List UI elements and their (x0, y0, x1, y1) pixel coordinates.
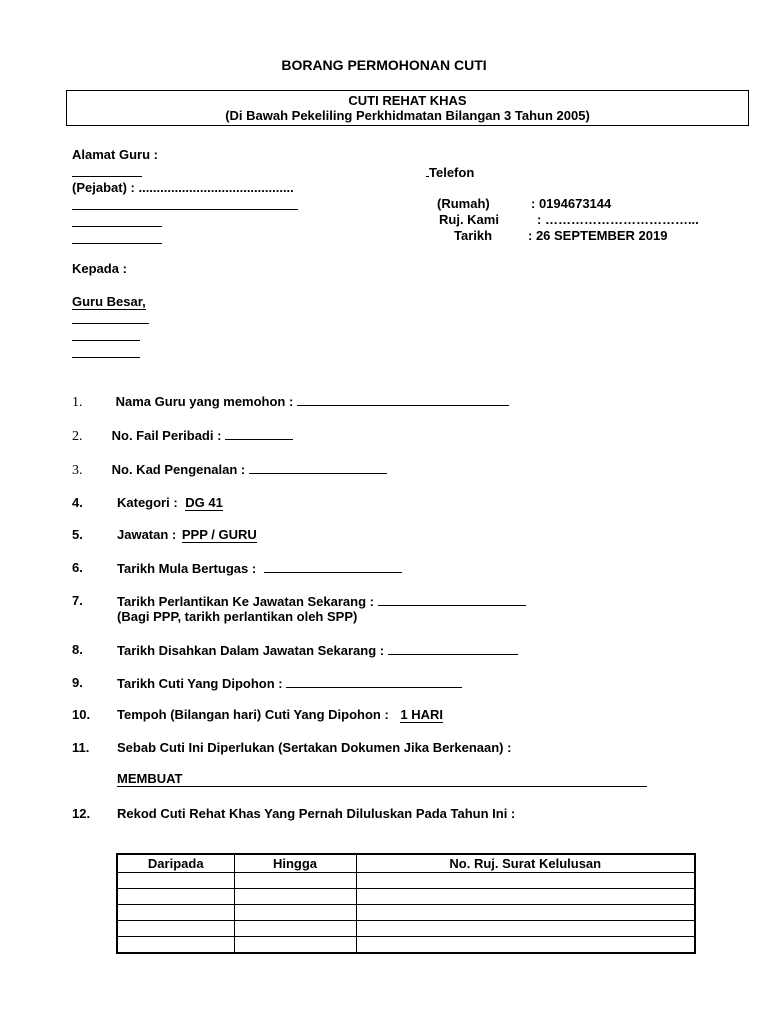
form-title: BORANG PERMOHONAN CUTI (281, 57, 487, 73)
item-11-label: Sebab Cuti Ini Diperlukan (Sertakan Dokumen Jika Berkenaan) : (117, 740, 512, 755)
box-subtitle: (Di Bawah Pekeliling Perkhidmatan Bilangan 3 Tahun 2005) (225, 108, 590, 123)
recipient-line-3[interactable] (72, 357, 140, 358)
ruj-label: Ruj. Kami (439, 212, 499, 227)
disahkan-field[interactable] (388, 642, 518, 655)
item-5-label: Jawatan : (117, 527, 177, 542)
item-5 (117, 527, 257, 543)
alamat-line-2[interactable] (72, 209, 298, 210)
item-4-label: Kategori : (117, 495, 178, 510)
item-6-num: 6. (72, 560, 83, 575)
telefon-label (426, 163, 474, 180)
item-6 (117, 560, 402, 576)
item-10-num: 10. (72, 707, 91, 722)
table-row (117, 921, 695, 937)
item-10-label: Tempoh (Bilangan hari) Cuti Yang Dipohon : (117, 707, 389, 722)
kategori-value[interactable]: DG 41 (185, 495, 223, 510)
item-2 (72, 427, 293, 445)
table-row (117, 889, 695, 905)
item-1 (72, 393, 509, 411)
ruj-value[interactable]: : ……………………………... (537, 212, 699, 227)
sebab-cuti-value[interactable]: MEMBUAT (117, 772, 647, 787)
item-8 (117, 642, 518, 658)
tempoh-value[interactable]: 1 HARI (400, 707, 444, 722)
kad-pengenalan-field[interactable] (249, 461, 387, 474)
table-cell[interactable] (356, 937, 695, 954)
guru-besar-text: Guru Besar, (72, 294, 146, 309)
table-header-row (117, 854, 695, 873)
nama-guru-field[interactable] (297, 393, 509, 406)
guru-besar (72, 294, 146, 310)
item-5-num: 5. (72, 527, 83, 542)
title-box (66, 90, 749, 126)
item-7-note: (Bagi PPP, tarikh perlantikan oleh SPP) (117, 609, 358, 624)
item-3-label: No. Kad Pengenalan : (111, 462, 246, 477)
item-9-num: 9. (72, 675, 83, 690)
table-cell[interactable] (117, 889, 234, 905)
alamat-label: Alamat Guru : (72, 147, 158, 162)
table-row (117, 873, 695, 889)
item-9 (117, 675, 462, 691)
item-1-num: 1. (72, 395, 83, 410)
table-cell[interactable] (356, 921, 695, 937)
table-cell[interactable] (356, 905, 695, 921)
tarikh-value: : 26 SEPTEMBER 2019 (528, 228, 668, 243)
recipient-line-2[interactable] (72, 340, 140, 341)
table-cell[interactable] (117, 937, 234, 954)
kepada-label: Kepada : (72, 261, 127, 276)
item-10 (117, 707, 443, 723)
item-3-num: 3. (72, 463, 83, 478)
header-daripada: Daripada (117, 854, 234, 873)
table-cell[interactable] (234, 905, 356, 921)
mula-bertugas-field[interactable] (264, 560, 402, 573)
fail-peribadi-field[interactable] (225, 427, 293, 440)
alamat-line-4[interactable] (72, 243, 162, 244)
item-7-num: 7. (72, 593, 83, 608)
table-cell[interactable] (356, 873, 695, 889)
item-8-num: 8. (72, 642, 83, 657)
item-2-label: No. Fail Peribadi : (111, 428, 222, 443)
item-7 (117, 593, 526, 609)
table-cell[interactable] (356, 889, 695, 905)
table-cell[interactable] (117, 873, 234, 889)
item-11-num: 11. (72, 740, 90, 755)
table-cell[interactable] (234, 873, 356, 889)
tarikh-label: Tarikh (454, 228, 493, 243)
table-row (117, 905, 695, 921)
sebab-cuti-field[interactable] (117, 771, 647, 787)
telefon-text: Telefon (429, 165, 475, 180)
alamat-line-3[interactable] (72, 226, 162, 227)
table-cell[interactable] (117, 921, 234, 937)
item-3 (72, 461, 387, 479)
record-table (116, 853, 696, 954)
table-cell[interactable] (234, 889, 356, 905)
item-2-num: 2. (72, 429, 83, 444)
perlantikan-field[interactable] (378, 593, 526, 606)
item-7-label: Tarikh Perlantikan Ke Jawatan Sekarang : (117, 594, 374, 609)
pejabat-label: (Pejabat) : (72, 180, 135, 195)
box-title: CUTI REHAT KHAS (348, 93, 467, 108)
recipient-line-1[interactable] (72, 323, 149, 324)
item-8-label: Tarikh Disahkan Dalam Jawatan Sekarang : (117, 643, 385, 658)
table-cell[interactable] (234, 937, 356, 954)
table-cell[interactable] (117, 905, 234, 921)
item-1-label: Nama Guru yang memohon : (115, 394, 294, 409)
rumah-label: (Rumah) (437, 196, 490, 211)
alamat-line-1[interactable] (72, 176, 142, 177)
jawatan-value[interactable]: PPP / GURU (181, 527, 257, 542)
item-4-num: 4. (72, 495, 83, 510)
pejabat-row (72, 180, 294, 195)
header-no-ruj: No. Ruj. Surat Kelulusan (356, 854, 695, 873)
item-6-label: Tarikh Mula Bertugas : (117, 561, 257, 576)
rumah-value: : 0194673144 (531, 196, 612, 211)
tarikh-cuti-field[interactable] (286, 675, 462, 688)
item-9-label: Tarikh Cuti Yang Dipohon : (117, 676, 283, 691)
item-12-num: 12. (72, 806, 91, 821)
header-hingga: Hingga (234, 854, 356, 873)
item-4 (117, 495, 223, 511)
table-cell[interactable] (234, 921, 356, 937)
pejabat-dots[interactable]: ........................................... (138, 180, 294, 195)
table-row (117, 937, 695, 954)
item-12-label: Rekod Cuti Rehat Khas Yang Pernah Diluluskan Pada Tahun Ini : (117, 806, 516, 821)
